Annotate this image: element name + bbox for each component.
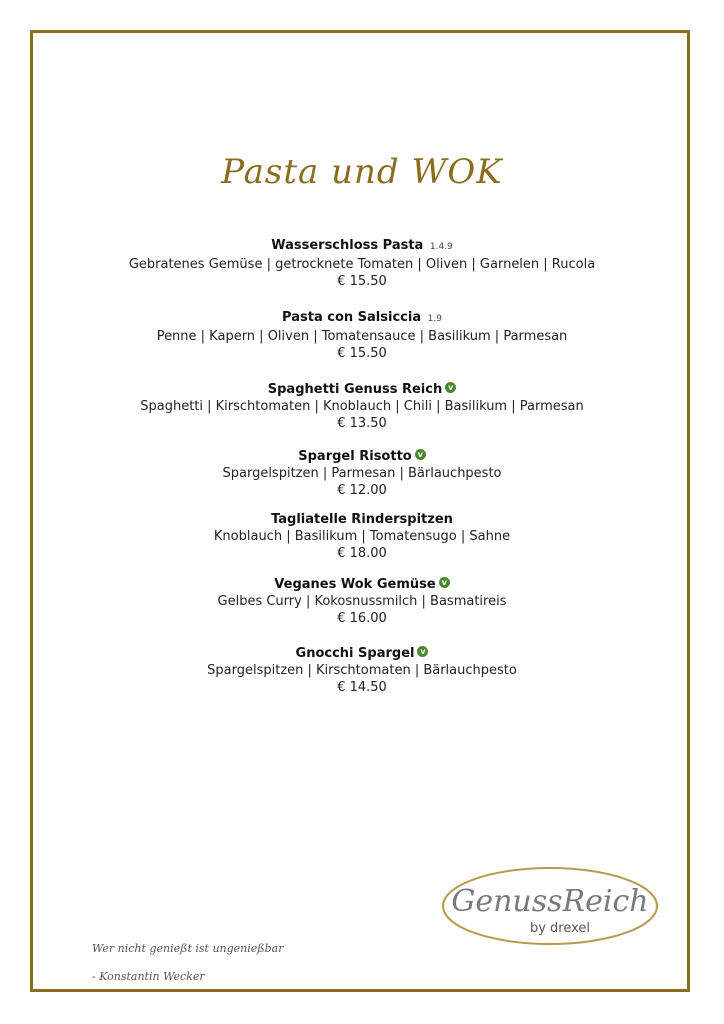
dish-price: € 12.00 <box>337 483 387 498</box>
dish-name: Pasta con Salsiccia <box>282 310 422 325</box>
dish-description: Spargelspitzen | Kirschtomaten | Bärlauchpesto <box>207 663 517 678</box>
dish <box>0 237 724 290</box>
dish-allergens: 1.9 <box>427 314 442 324</box>
dish <box>0 448 724 499</box>
vegetarian-icon: v <box>439 577 450 588</box>
vegetarian-icon: v <box>417 646 428 657</box>
logo-wordmark: GenussReich <box>451 884 649 919</box>
quote-text: Wer nicht genießt ist ungenießbar <box>92 942 284 955</box>
dish-description: Gelbes Curry | Kokosnussmilch | Basmatireis <box>217 594 507 609</box>
dish <box>0 645 724 696</box>
dish-price: € 18.00 <box>337 546 387 561</box>
dish-name: Spargel Risotto <box>298 449 412 464</box>
page-title: Pasta und WOK <box>221 152 503 192</box>
dish-description: Knoblauch | Basilikum | Tomatensugo | Sahne <box>213 529 511 544</box>
vegetarian-icon: v <box>415 449 426 460</box>
dish-name: Spaghetti Genuss Reich <box>267 382 443 397</box>
dish <box>0 309 724 362</box>
quote-author: - Konstantin Wecker <box>92 970 205 983</box>
dish-price: € 15.50 <box>337 346 387 361</box>
dish-description: Spargelspitzen | Parmesan | Bärlauchpesto <box>222 466 502 481</box>
dish-price: € 14.50 <box>337 680 387 695</box>
dish-description: Gebratenes Gemüse | getrocknete Tomaten | Oliven | Garnelen | Rucola <box>128 257 596 272</box>
dish-description: Spaghetti | Kirschtomaten | Knoblauch | Chili | Basilikum | Parmesan <box>140 399 584 414</box>
dish <box>0 511 724 562</box>
dish-price: € 13.50 <box>337 416 387 431</box>
dish-name: Tagliatelle Rinderspitzen <box>271 512 453 527</box>
dish-name: Gnocchi Spargel <box>295 646 415 661</box>
dish-description: Penne | Kapern | Oliven | Tomatensauce | Basilikum | Parmesan <box>156 329 568 344</box>
logo-subtitle: by drexel <box>529 921 591 936</box>
vegetarian-icon: v <box>445 382 456 393</box>
dish <box>0 576 724 627</box>
dish-name: Veganes Wok Gemüse <box>274 577 436 592</box>
dish-price: € 16.00 <box>337 611 387 626</box>
dish-name: Wasserschloss Pasta <box>271 238 424 253</box>
menu-list <box>0 237 724 696</box>
dish <box>0 381 724 432</box>
genussreich-logo <box>440 865 660 947</box>
dish-price: € 15.50 <box>337 274 387 289</box>
dish-allergens: 1.4.9 <box>429 242 453 252</box>
